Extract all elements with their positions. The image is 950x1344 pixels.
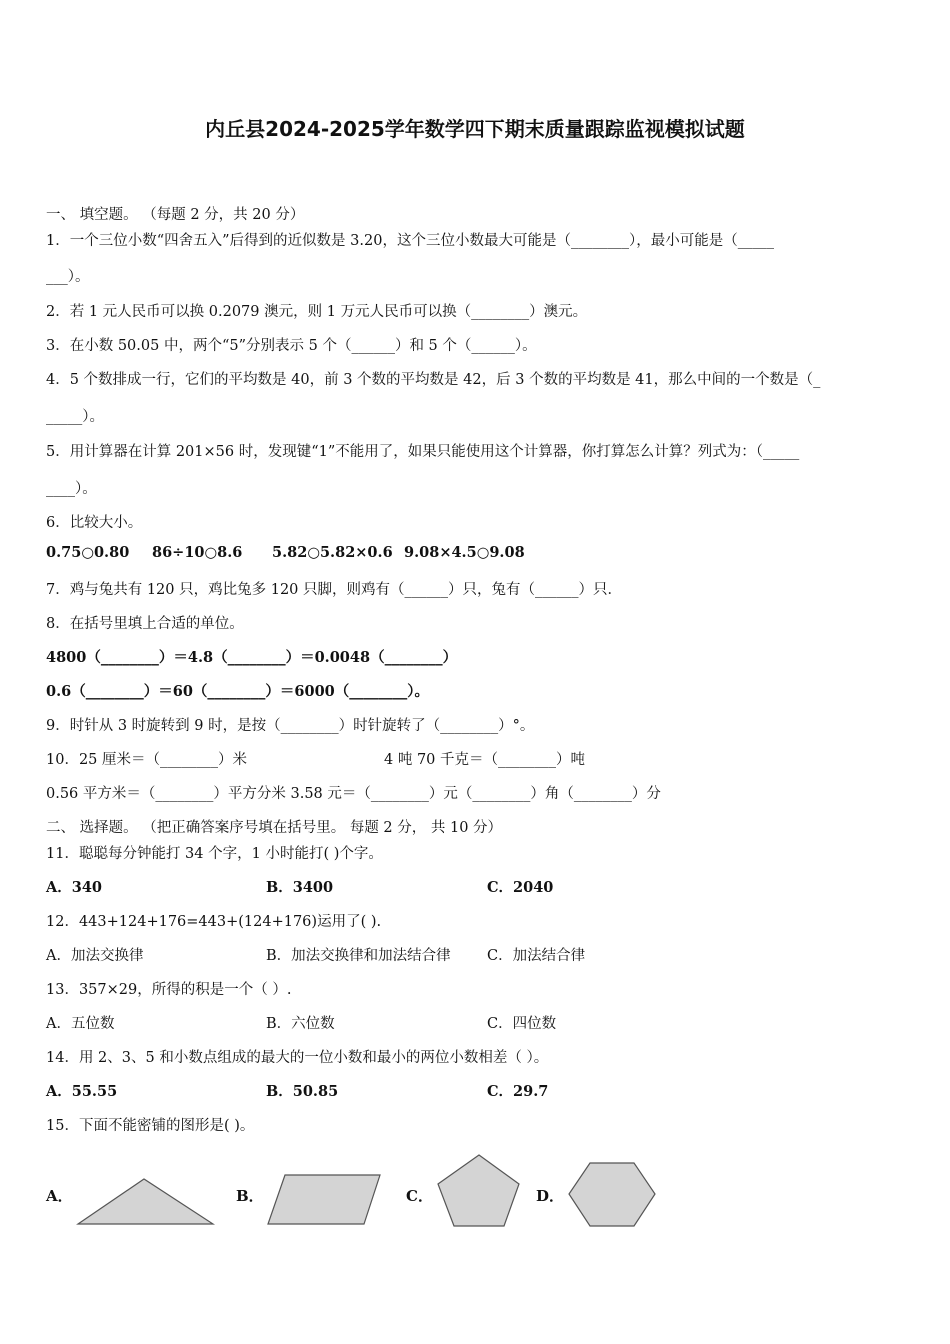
option-c: C．加法结合律: [487, 948, 586, 964]
question-14: 14．用 2、3、5 和小数点组成的最大的一位小数和最小的两位小数相差（ ）。: [46, 1050, 549, 1066]
parallelogram-shape: [264, 1172, 384, 1228]
option-a: A．340: [46, 879, 103, 896]
option-c: C．四位数: [487, 1016, 557, 1032]
question-7: 7．鸡与兔共有 120 只，鸡比兔多 120 只脚，则鸡有（______）只，兔有（______）只．: [46, 582, 623, 598]
question-5-line-1: 5．用计算器在计算 201×56 时，发现键“1”不能用了，如果只能使用这个计算器，你打算怎么计算？列式为：（_____: [46, 444, 800, 460]
hexagon-shape: [566, 1160, 658, 1230]
question-1-line-2: ___）。: [46, 269, 90, 285]
question-4-line-1: 4．5 个数排成一行，它们的平均数是 40，前 3 个数的平均数是 42，后 3 个数的平均数是 41，那么中间的一个数是（_: [46, 372, 821, 388]
option-b: B．50.85: [266, 1083, 339, 1100]
question-6: 6．比较大小。: [46, 515, 143, 531]
option-c: C．2040: [487, 879, 554, 896]
question-4-line-2: _____）。: [46, 409, 104, 425]
question-15: 15．下面不能密铺的图形是( )。: [46, 1118, 255, 1134]
compare-item: 86÷10○8.6: [152, 544, 243, 561]
question-8-line-a: 4800（________）＝4.8（________）＝0.0048（________）: [46, 649, 458, 666]
shape-label-a: A．: [46, 1187, 73, 1205]
question-8: 8．在括号里填上合适的单位。: [46, 616, 244, 632]
question-10-part-b: 4 吨 70 千克＝（________）吨: [384, 752, 586, 768]
question-8-line-b: 0.6（________）＝60（________）＝6000（________）。: [46, 683, 430, 700]
triangle-shape: [76, 1176, 216, 1228]
option-c: C．29.7: [487, 1083, 549, 1100]
question-10-part-a: 10．25 厘米＝（________）米: [46, 752, 248, 768]
compare-item: 5.82○5.82×0.6: [272, 544, 393, 561]
option-a: A．加法交换律: [46, 948, 144, 964]
option-a: A．55.55: [46, 1083, 118, 1100]
option-b: B．六位数: [266, 1016, 335, 1032]
compare-item: 9.08×4.5○9.08: [404, 544, 525, 561]
pentagon-shape: [434, 1152, 524, 1230]
option-b: B．3400: [266, 879, 334, 896]
question-10-part-c: 0.56 平方米＝（________）平方分米 3.58 元＝（________）元（________）角（________）分: [46, 786, 661, 802]
section-1-heading: 一、 填空题。 （每题 2 分，共 20 分）: [46, 207, 305, 223]
question-13: 13．357×29，所得的积是一个（ ）.: [46, 982, 292, 998]
shape-label-b: B．: [236, 1187, 264, 1205]
shape-label-c: C．: [406, 1187, 433, 1205]
question-1-line-1: 1．一个三位小数“四舍五入”后得到的近似数是 3.20，这个三位小数最大可能是（________），最小可能是（_____: [46, 233, 774, 249]
question-11: 11．聪聪每分钟能打 34 个字，1 小时能打( )个字。: [46, 846, 383, 862]
compare-item: 0.75○0.80: [46, 544, 130, 561]
question-5-line-2: ____）。: [46, 481, 97, 497]
question-9: 9．时针从 3 时旋转到 9 时，是按（________）时针旋转了（________）°。: [46, 718, 535, 734]
option-a: A．五位数: [46, 1016, 115, 1032]
question-12: 12．443+124+176=443+(124+176)运用了( ).: [46, 914, 382, 930]
page-title: 内丘县2024-2025学年数学四下期末质量跟踪监视模拟试题: [205, 117, 745, 141]
question-2: 2．若 1 元人民币可以换 0.2079 澳元，则 1 万元人民币可以换（________）澳元。: [46, 304, 588, 320]
question-3: 3．在小数 50.05 中，两个“5”分别表示 5 个（______）和 5 个（______）。: [46, 338, 537, 354]
shape-label-d: D．: [536, 1187, 565, 1205]
option-b: B．加法交换律和加法结合律: [266, 948, 451, 964]
section-2-heading: 二、 选择题。 （把正确答案序号填在括号里。 每题 2 分， 共 10 分）: [46, 820, 503, 836]
